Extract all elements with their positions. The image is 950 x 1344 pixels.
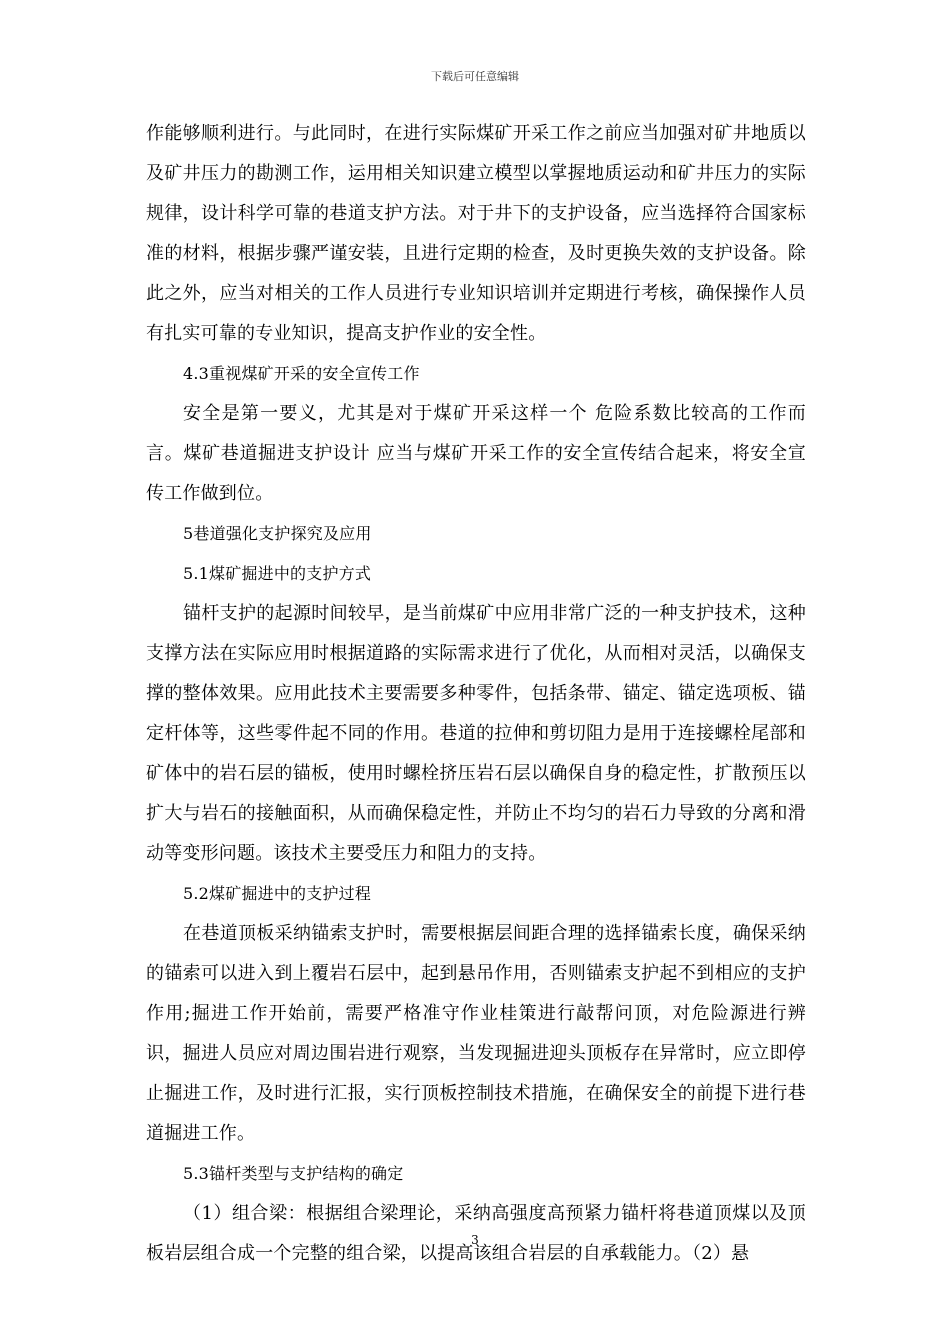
paragraph-continued: 作能够顺利进行。与此同时，在进行实际煤矿开采工作之前应当加强对矿井地质以及矿井压力的勘测工作，运用相关知识建立模型以掌握地质运动和矿井压力的实际规律，设计科学可靠的巷道支护方法。对于井下的支护设备，应当选择符合国家标准的材料，根据步骤严谨安装，且进行定期的检查，及时更换失效的支护设备。除此之外，应当对相关的工作人员进行专业知识培训并定期进行考核，确保操作人员有扎实可靠的专业知识，提高支护作业的安全性。 xyxy=(146,123,806,344)
section-heading-5-2: 5.2煤矿掘进中的支护过程 xyxy=(183,884,372,903)
section-heading-5-3: 5.3锚杆类型与支护结构的确定 xyxy=(183,1164,404,1183)
paragraph: 锚杆支护的起源时间较早，是当前煤矿中应用非常广泛的一种支护技术，这种支撑方法在实际应用时根据道路的实际需求进行了优化，从而相对灵活，以确保支撑的整体效果。应用此技术主要需要多种零件，包括条带、锚定、锚定选项板、锚定杆体等，这些零件起不同的作用。巷道的拉伸和剪切阻力是用于连接螺栓尾部和矿体中的岩石层的锚板，使用时螺栓挤压岩石层以确保自身的稳定性，扩散预压以扩大与岩石的接触面积，从而确保稳定性，并防止不均匀的岩石力导致的分离和滑动等变形问题。该技术主要受压力和阻力的支持。 xyxy=(146,603,806,864)
page-number: 3 xyxy=(471,1233,479,1247)
section-heading-5-1: 5.1煤矿掘进中的支护方式 xyxy=(183,564,372,583)
paragraph: 安全是第一要义，尤其是对于煤矿开采这样一个 危险系数比较高的工作而言。煤矿巷道掘进支护设计 应当与煤矿开采工作的安全宣传结合起来，将安全宣 传工作做到位。 xyxy=(146,403,806,504)
section-heading-5: 5巷道强化支护探究及应用 xyxy=(183,524,372,543)
page-header: 下载后可任意编辑 xyxy=(431,70,519,83)
paragraph: （1）组合梁：根据组合梁理论，采纳高强度高预紧力锚杆将巷道顶煤以及顶板岩层组合成一个完整的组合梁，以提高该组合岩层的自承载能力。（2）悬 xyxy=(146,1203,806,1264)
body-text xyxy=(146,114,806,1274)
section-heading-4-3: 4.3重视煤矿开采的安全宣传工作 xyxy=(183,364,420,383)
paragraph: 在巷道顶板采纳锚索支护时，需要根据层间距合理的选择锚索长度，确保采纳的锚索可以进入到上覆岩石层中，起到悬吊作用，否则锚索支护起不到相应的支护作用;掘进工作开始前，需要严格准守作业桂策进行敲帮问顶，对危险源进行辨识，掘进人员应对周边围岩进行观察，当发现掘进迎头顶板存在异常时，应立即停止掘进工作，及时进行汇报，实行顶板控制技术措施，在确保安全的前提下进行巷道掘进工作。 xyxy=(146,923,806,1144)
